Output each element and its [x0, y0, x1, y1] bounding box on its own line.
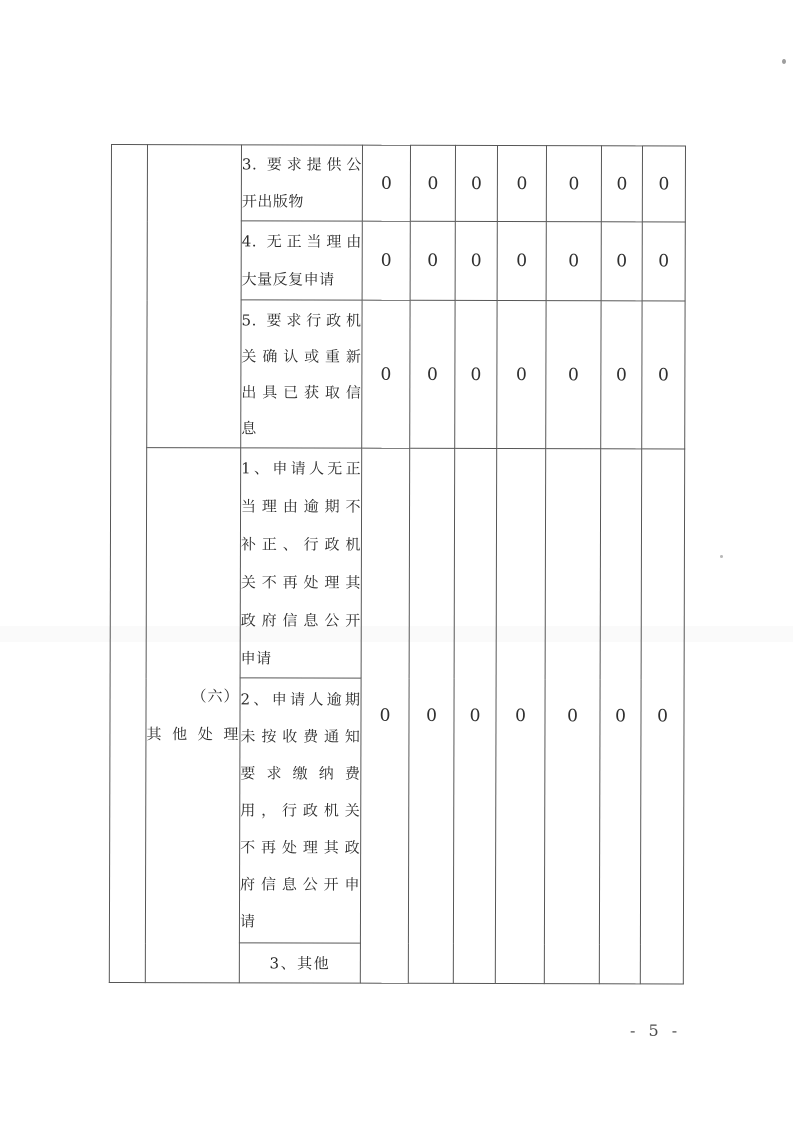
- value-cell: 0: [497, 301, 546, 449]
- value-cell: 0: [360, 448, 409, 983]
- value-cell: 0: [599, 449, 641, 984]
- value-cell: 0: [453, 448, 496, 983]
- value-cell: 0: [408, 448, 454, 983]
- value-cell: 0: [601, 146, 642, 222]
- value-cell: 0: [546, 301, 601, 449]
- value-cell: 0: [362, 145, 410, 221]
- value-cell: 0: [410, 221, 455, 300]
- statistics-table-wrapper: [109, 144, 686, 985]
- value-cell: 0: [362, 300, 410, 448]
- value-cell: 0: [455, 300, 497, 448]
- statistics-table: [109, 144, 686, 985]
- value-cell: 0: [546, 146, 601, 222]
- row-label: 3. 要求提供公 开出版物: [241, 145, 362, 221]
- left-spanner-cell: [109, 145, 147, 983]
- value-cell: 0: [640, 449, 684, 984]
- page-number: - 5 -: [630, 1021, 682, 1040]
- value-cell: 0: [601, 222, 642, 301]
- row-label: 1、申请人无正 当理由逾期不 补正、行政机 关不再处理其 政府信息公开 申请: [240, 448, 362, 678]
- value-cell: 0: [546, 222, 601, 301]
- value-cell: 0: [497, 222, 546, 301]
- row-label: 4. 无正当理由 大量反复申请: [241, 221, 362, 300]
- scan-speck: [720, 555, 723, 558]
- value-cell: 0: [410, 145, 455, 221]
- scan-speck: [782, 59, 786, 64]
- upper-category-cell-empty: [147, 145, 242, 448]
- row-label: 2、申请人逾期 未按收费通知 要求缴纳费 用，行政机关 不再处理其政 府信息公开申 请: [239, 678, 361, 943]
- value-cell: 0: [410, 300, 455, 448]
- value-cell: 0: [544, 449, 600, 984]
- section-category-label: （六） 其他处理: [145, 448, 240, 983]
- row-label: 5. 要求行政机 关确认或重新 出具已获取信 息: [241, 300, 362, 448]
- value-cell: 0: [455, 145, 497, 221]
- value-cell: 0: [642, 146, 685, 222]
- value-cell: 0: [642, 222, 685, 301]
- value-cell: 0: [495, 449, 545, 984]
- table-row: [110, 448, 685, 680]
- row-label: 3、其他: [239, 943, 360, 983]
- value-cell: 0: [497, 146, 546, 222]
- value-cell: 0: [601, 301, 642, 449]
- value-cell: 0: [455, 221, 497, 300]
- value-cell: 0: [642, 301, 685, 449]
- table-row: [111, 145, 685, 223]
- value-cell: 0: [362, 221, 410, 300]
